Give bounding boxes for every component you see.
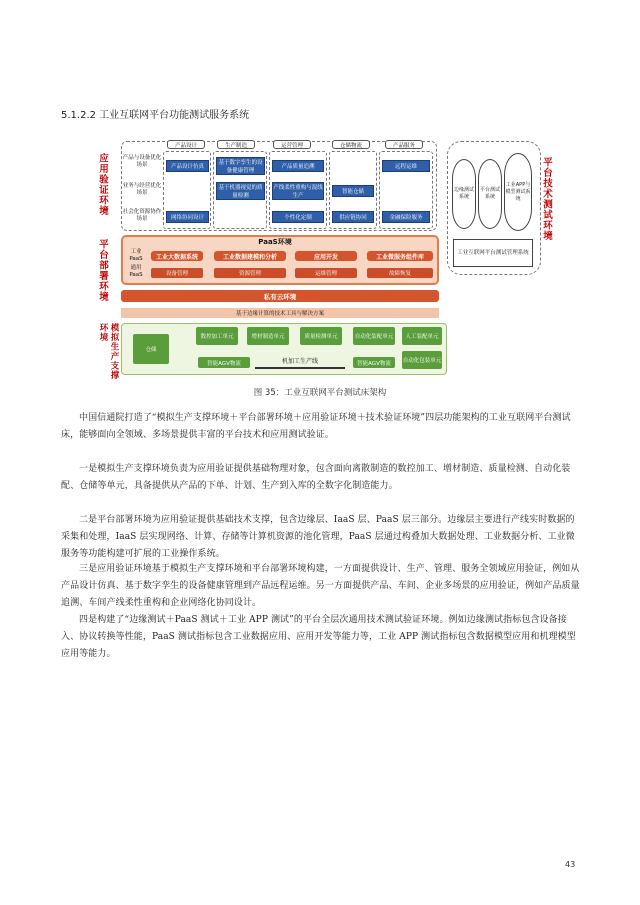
paas-industrial-3: 应用开发 xyxy=(295,251,357,261)
sim-unit-quality: 质量检测单元 xyxy=(300,327,342,345)
cell-remote-ops: 远程运维 xyxy=(382,160,430,172)
col-header-logistics: 仓储物流 xyxy=(332,140,370,149)
paragraph-2: 一是模拟生产支撑环境负责为应用验证提供基础物理对象，包含面向离散制造的数控加工、增材制造、质量检测、自动化装配、仓储等单元，具备提供从产品的下单、计划、生产到入库的全数字化制造能力。 xyxy=(61,464,571,491)
cell-smart-storage: 智能仓储 xyxy=(332,185,374,197)
sim-unit-cnc: 数控加工单元 xyxy=(196,327,238,345)
sim-agv-right: 智能AGV物流 xyxy=(353,357,395,368)
paragraph-3: 二是平台部署环境为应用验证提供基础技术支撑，包含边缘层、IaaS 层、PaaS 层三部分。边缘层主要进行产线实时数据的采集和处理，IaaS 层实现网络、计算、存储等计算机资源的池化管理，PaaS 层通过构叠加大数据处理、工业数据分析、工业微服务等功能构建可扩展的工业操作系统。 xyxy=(61,515,575,559)
cell-design-sim: 产品设计仿真 xyxy=(166,160,209,172)
paas-common-2: 资源管理 xyxy=(214,268,286,278)
paas-title: PaaS环境 xyxy=(258,238,292,246)
test-mgmt-system: 工业互联网平台测试管理系统 xyxy=(453,239,533,267)
sim-unit-manual-assembly: 人工装配单元 xyxy=(402,327,442,345)
paas-industrial-label: 工业PaaS xyxy=(129,249,143,262)
cell-vision-qc: 基于机器视觉的质量检测 xyxy=(216,182,265,200)
sim-packing-unit: 自动化包装单元 xyxy=(402,351,442,369)
private-cloud-band: 私有云环境 xyxy=(121,290,439,302)
row-label-product: 产品与设备优化场景 xyxy=(122,155,162,168)
label-test-env: 平台技术测试环境 xyxy=(541,157,552,241)
paas-common-3: 运维管理 xyxy=(295,268,357,278)
col-header-operations: 运营管理 xyxy=(273,140,311,149)
sim-warehouse: 仓储 xyxy=(133,334,169,364)
architecture-figure xyxy=(95,127,557,380)
label-sim-env: 模拟生产支撑环境 xyxy=(98,323,119,380)
section-heading: 5.1.2.2 工业互联网平台功能测试服务系统 xyxy=(61,110,250,121)
page-number: 43 xyxy=(565,860,576,869)
figure-caption: 图 35：工业互联网平台测试床架构 xyxy=(253,388,387,398)
paragraph-5: 四是构建了“边缘测试＋PaaS 测试＋工业 APP 测试”的平台全层次通用技术测试验证环境。例如边缘测试指标包含设备接入、协议转换等性能，PaaS 测试指标包含工业数据应用、应用开发等能力等，工业 APP 测试指标包含数据模型应用和机理模型应用等能力。 xyxy=(61,615,576,659)
paas-industrial-2: 工业数据建模和分析 xyxy=(214,251,286,261)
paragraph-4: 三是应用验证环境基于模拟生产支撑环境和平台部署环境构建，一方面提供设计、生产、管理、服务全领域应用验证，例如从产品设计仿真、基于数字孪生的设备健康管理到产品远程运维。另一方面提供产品、车间、企业多场景的应用验证，例如产品质量追溯、车间产线柔性重构和企业网络化协同设计。 xyxy=(61,564,580,608)
col-header-manufacture: 生产制造 xyxy=(217,140,255,149)
row-label-social: 社会化资源协作场景 xyxy=(122,209,162,222)
test-oval-app: 工业APP与模型测试系统 xyxy=(504,153,532,231)
edge-band: 基于边缘计算的技术工具与解决方案 xyxy=(121,308,439,318)
cell-flex-line: 产线柔性重构与混线生产 xyxy=(272,182,324,200)
paas-industrial-4: 工业微服务组件库 xyxy=(367,251,433,261)
cell-collab-design: 网络协同设计 xyxy=(166,211,209,223)
paas-common-1: 设备管理 xyxy=(151,268,203,278)
col-header-service: 产品服务 xyxy=(385,140,423,149)
cell-digital-twin: 基于数字孪生的设备健康管理 xyxy=(216,157,265,175)
col-header-design: 产品设计 xyxy=(167,140,205,149)
cell-quality-trace: 产品质量追溯 xyxy=(272,160,324,172)
paas-industrial-1: 工业大数据系统 xyxy=(151,251,203,261)
sim-unit-auto-assembly: 自动化装配单元 xyxy=(353,327,395,345)
test-oval-edge: 边缘测试系统 xyxy=(452,159,476,229)
sim-agv-left: 智能AGV物流 xyxy=(198,357,250,368)
test-oval-platform: 平台测试系统 xyxy=(478,159,502,229)
sim-unit-additive: 增材制造单元 xyxy=(247,327,289,345)
row-label-business: 业务与经营优化场景 xyxy=(122,183,162,196)
label-app-env: 应用验证环境 xyxy=(97,153,108,216)
label-platform-env: 平台部署环境 xyxy=(97,239,108,302)
cell-supply-chain: 供应链协同 xyxy=(332,211,374,223)
cell-customization: 个性化定制 xyxy=(272,211,324,223)
cell-finance: 金融保险服务 xyxy=(382,211,430,223)
paragraph-1: 中国信通院打造了“模拟生产支撑环境＋平台部署环境＋应用验证环境＋技术验证环境”四层功能架构的工业互联网平台测试床，能够面向全领域、多场景提供丰富的平台技术和应用测试验证。 xyxy=(61,413,571,440)
paas-common-4: 故障恢复 xyxy=(367,268,433,278)
sim-machining-line: 机加工生产线 xyxy=(255,355,345,369)
paas-common-label: 通用PaaS xyxy=(129,265,143,278)
